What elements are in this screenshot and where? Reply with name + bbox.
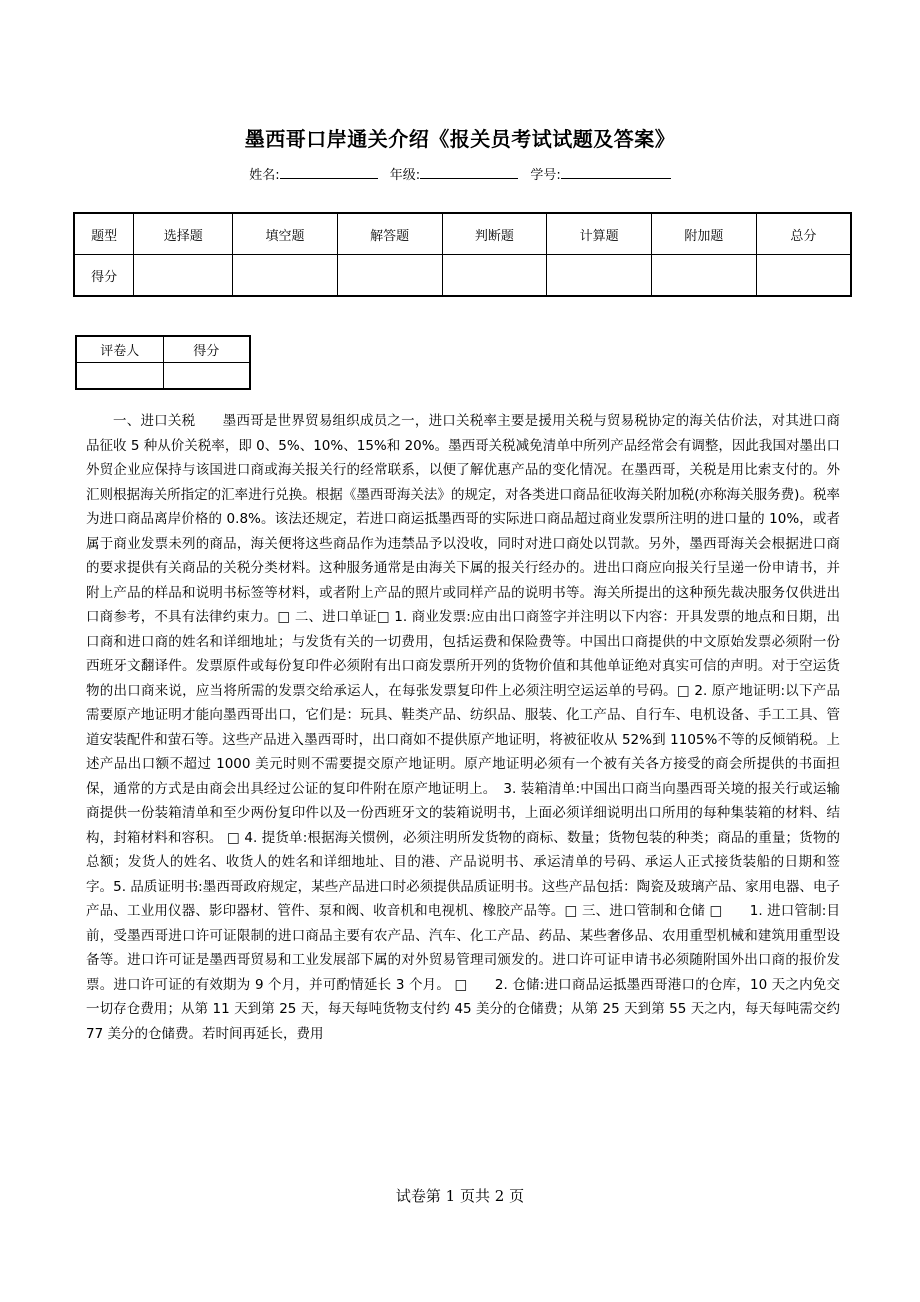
score-table-score-row bbox=[74, 255, 851, 297]
id-field[interactable] bbox=[561, 166, 671, 179]
grader-cell[interactable] bbox=[76, 363, 163, 390]
name-label: 姓名: bbox=[249, 168, 280, 183]
grader-table bbox=[75, 335, 251, 390]
header-cell-calc: 计算题 bbox=[547, 213, 652, 255]
name-field[interactable] bbox=[280, 166, 378, 179]
id-label: 学号: bbox=[530, 168, 561, 183]
score-cell[interactable] bbox=[233, 255, 338, 297]
header-cell-extra: 附加题 bbox=[651, 213, 756, 255]
score-cell[interactable] bbox=[442, 255, 547, 297]
score-table bbox=[73, 212, 852, 297]
score-cell[interactable] bbox=[337, 255, 442, 297]
grade-field[interactable] bbox=[420, 166, 518, 179]
grade-label: 年级: bbox=[389, 168, 421, 183]
header-cell-type: 题型 bbox=[74, 213, 134, 255]
body-text: 一、进口关税 墨西哥是世界贸易组织成员之一，进口关税率主要是援用关税与贸易税协定的海关估价法，对其进口商品征收 5 种从价关税率，即 0、5%、10%、15%和 20%。墨西哥关税减免清单中所列产品经常会有调整，因此我国对墨出口外贸企业应保持与该国进口商或海关报关行的经常联系，以便了解优惠产品的变化情况。在墨西哥，关税是用比索支付的。外汇则根据海关所指定的汇率进行兑换。根据《墨西哥海关法》的规定，对各类进口商品征收海关附加税(亦称海关服务费)。税率为进口商品离岸价格的 0.8%。该法还规定，若进口商运抵墨西哥的实际进口商品超过商业发票所注明的进口量的 10%，或者属于商业发票未列的商品，海关便将这些商品作为违禁品予以没收，同时对进口商处以罚款。另外，墨西哥海关会根据进口商的要求提供有关商品的关税分类材料。这种服务通常是由海关下属的报关行经办的。进出口商应向报关行呈递一份申请书，并附上产品的样品和说明书标签等材料，或者附上产品的照片或同样产品的说明书等。海关所提出的这种预先裁决服务仅供进出口商参考，不具有法律约束力。□ 二、进口单证□ 1. 商业发票:应由出口商签字并注明以下内容：开具发票的地点和日期，出口商和进口商的姓名和详细地址；与发货有关的一切费用，包括运费和保险费等。中国出口商提供的中文原始发票必须附一份西班牙文翻译件。发票原件或每份复印件必须附有出口商发票所开列的货物价值和其他单证绝对真实可信的声明。对于空运货物的出口商来说，应当将所需的发票交给承运人，在每张发票复印件上必须注明空运运单的号码。□ 2. 原产地证明:以下产品需要原产地证明才能向墨西哥出口，它们是：玩具、鞋类产品、纺织品、服装、化工产品、自行车、电机设备、手工工具、管道安装配件和萤石等。这些产品进入墨西哥时，出口商如不提供原产地证明，将被征收从 52%到 1105%不等的反倾销税。上述产品出口额不超过 1000 美元时则不需要提交原产地证明。原产地证明必须有一个被有关各方接受的商会所提供的书面担保，通常的方式是由商会出具经过公证的复印件附在原产地证明上。 3. 装箱清单:中国出口商当向墨西哥关境的报关行或运输商提供一份装箱清单和至少两份复印件以及一份西班牙文的装箱说明书，上面必须详细说明出口所用的每种集装箱的材料、结构，封箱材料和容积。 □ 4. 提货单:根据海关惯例，必须注明所发货物的商标、数量；货物包装的种类；商品的重量；货物的总额；发货人的姓名、收货人的姓名和详细地址、目的港、产品说明书、承运清单的号码、承运人正式接货装船的日期和签字。5. 品质证明书:墨西哥政府规定，某些产品进口时必须提供品质证明书。这些产品包括：陶瓷及玻璃产品、家用电器、电子产品、工业用仪器、影印器材、管件、泵和阀、收音机和电视机、橡胶产品等。□ 三、进口管制和仓储 □ 1. 进口管制:目前，受墨西哥进口许可证限制的进口商品主要有农产品、汽车、化工产品、药品、某些奢侈品、农用重型机械和建筑用重型设备等。进口许可证是墨西哥贸易和工业发展部下属的对外贸易管理司颁发的。进口许可证申请书必须随附国外出口商的报价发票。进口许可证的有效期为 9 个月，并可酌情延长 3 个月。 □ 2. 仓储:进口商品运抵墨西哥港口的仓库，10 天之内免交一切存仓费用；从第 11 天到第 25 天，每天每吨货物支付约 45 美分的仓储费；从第 25 天到第 55 天之内，每天每吨需交约 77 美分的仓储费。若时间再延长，费用 bbox=[86, 413, 840, 1042]
page-footer: 试卷第 1 页共 2 页 bbox=[395, 1187, 525, 1205]
header-cell-choice: 选择题 bbox=[134, 213, 233, 255]
score-cell[interactable] bbox=[756, 255, 851, 297]
header-cell-judge: 判断题 bbox=[442, 213, 547, 255]
grader-score-cell[interactable] bbox=[163, 363, 250, 390]
header-cell-answer: 解答题 bbox=[337, 213, 442, 255]
score-row-label: 得分 bbox=[74, 255, 134, 297]
grader-header-cell: 评卷人 bbox=[76, 336, 163, 363]
header-cell-fill: 填空题 bbox=[233, 213, 338, 255]
grader-table-header-row bbox=[76, 336, 250, 363]
grader-table-row bbox=[76, 363, 250, 390]
score-cell[interactable] bbox=[134, 255, 233, 297]
score-cell[interactable] bbox=[651, 255, 756, 297]
score-table-header-row bbox=[74, 213, 851, 255]
score-cell[interactable] bbox=[547, 255, 652, 297]
grader-score-header-cell: 得分 bbox=[163, 336, 250, 363]
page-title: 墨西哥口岸通关介绍《报关员考试试题及答案》 bbox=[244, 127, 676, 151]
student-info bbox=[0, 164, 920, 183]
header-cell-total: 总分 bbox=[756, 213, 851, 255]
